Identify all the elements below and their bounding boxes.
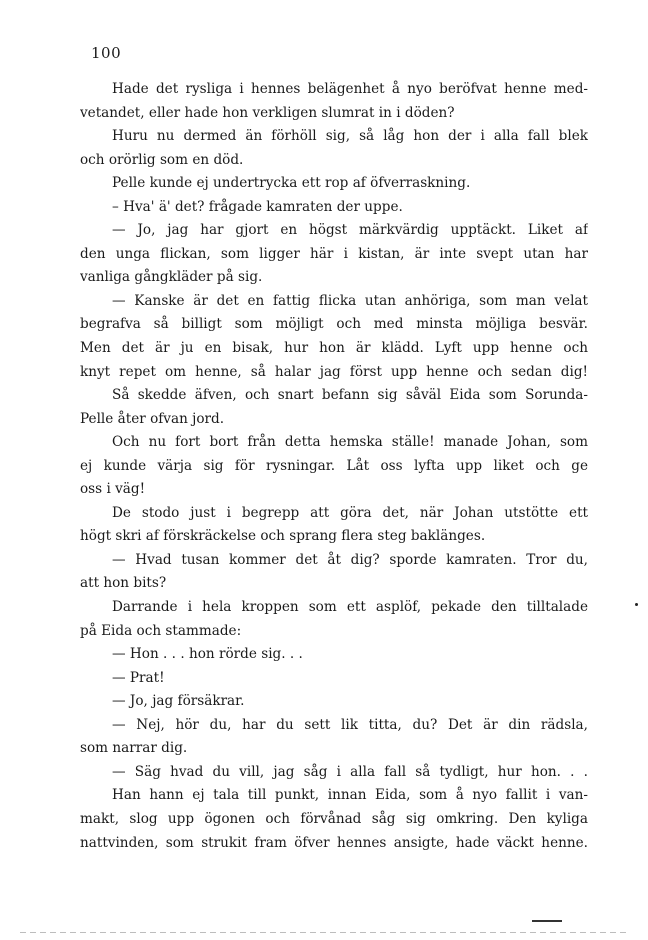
text-line: — Prat! [112,669,165,686]
text-line: – Hva' ä' det? frågade kamraten der uppe. [112,198,403,215]
text-line: — Kanske är det en fattig flicka utan anhöriga, som man velat [112,292,588,309]
text-line: Darrande i hela kroppen som ett asplöf, pekade den tilltalade [112,599,588,616]
text-line: nattvinden, som strukit fram öfver hennes ansigte, hade väckt henne. [80,834,588,851]
text-line: De stodo just i begrepp att göra det, när Johan utstötte ett [112,504,588,521]
text-line: Pelle åter ofvan jord. [80,410,225,427]
text-line: — Säg hvad du vill, jag såg i alla fall så tydligt, hur hon. . . [112,763,588,780]
text-line: Pelle kunde ej undertrycka ett rop af öfverraskning. [112,175,471,192]
text-line: — Hon . . . hon rörde sig. . . [112,646,303,663]
margin-mark [635,603,638,606]
text-line: Och nu fort bort från detta hemska ställe! manade Johan, som [112,434,588,451]
footer-dash [532,920,562,922]
text-line: — Jo, jag har gjort en högst märkvärdig upptäckt. Liket af [112,222,588,239]
text-line: högt skri af förskräckelse och sprang flera steg baklänges. [80,528,486,545]
text-line: — Nej, hör du, har du sett lik titta, du? Det är din rädsla, [112,716,588,733]
text-line: — Jo, jag försäkrar. [112,693,245,710]
text-line: knyt repet om henne, så halar jag först upp henne och sedan dig! [80,363,588,380]
text-line: Så skedde äfven, och snart befann sig såväl Eida som Sorunda- [112,387,588,404]
text-line: Huru nu dermed än förhöll sig, så låg hon der i alla fall blek [112,128,588,145]
text-line: och orörlig som en död. [80,151,244,168]
text-line: vanliga gångkläder på sig. [80,269,263,286]
page-number: 100 [91,44,122,62]
text-line: — Hvad tusan kommer det åt dig? sporde kamraten. Tror du, [112,551,588,568]
text-line: som narrar dig. [80,740,188,757]
text-line: att hon bits? [80,575,167,592]
text-line: begrafva så billigt som möjligt och med minsta möjliga besvär. [80,316,588,333]
text-line: den unga flickan, som ligger här i kistan, är inte svept utan har [80,245,588,262]
text-line: oss i väg! [80,481,146,498]
text-line: Han hann ej tala till punkt, innan Eida, som å nyo fallit i van- [112,787,588,804]
text-line: Hade det rysliga i hennes belägenhet å nyo beröfvat henne med- [112,81,588,97]
text-line: på Eida och stammade: [80,622,242,639]
text-line: ej kunde värja sig för rysningar. Låt oss lyfta upp liket och ge [80,457,588,474]
text-line: Men det är ju en bisak, hur hon är klädd. Lyft upp henne och [80,340,588,357]
page-edge-rule [20,932,630,933]
text-line: makt, slog upp ögonen och förvånad såg sig omkring. Den kyliga [80,810,588,827]
body-text [80,78,588,855]
text-line: vetandet, eller hade hon verkligen slumrat in i döden? [80,104,455,121]
